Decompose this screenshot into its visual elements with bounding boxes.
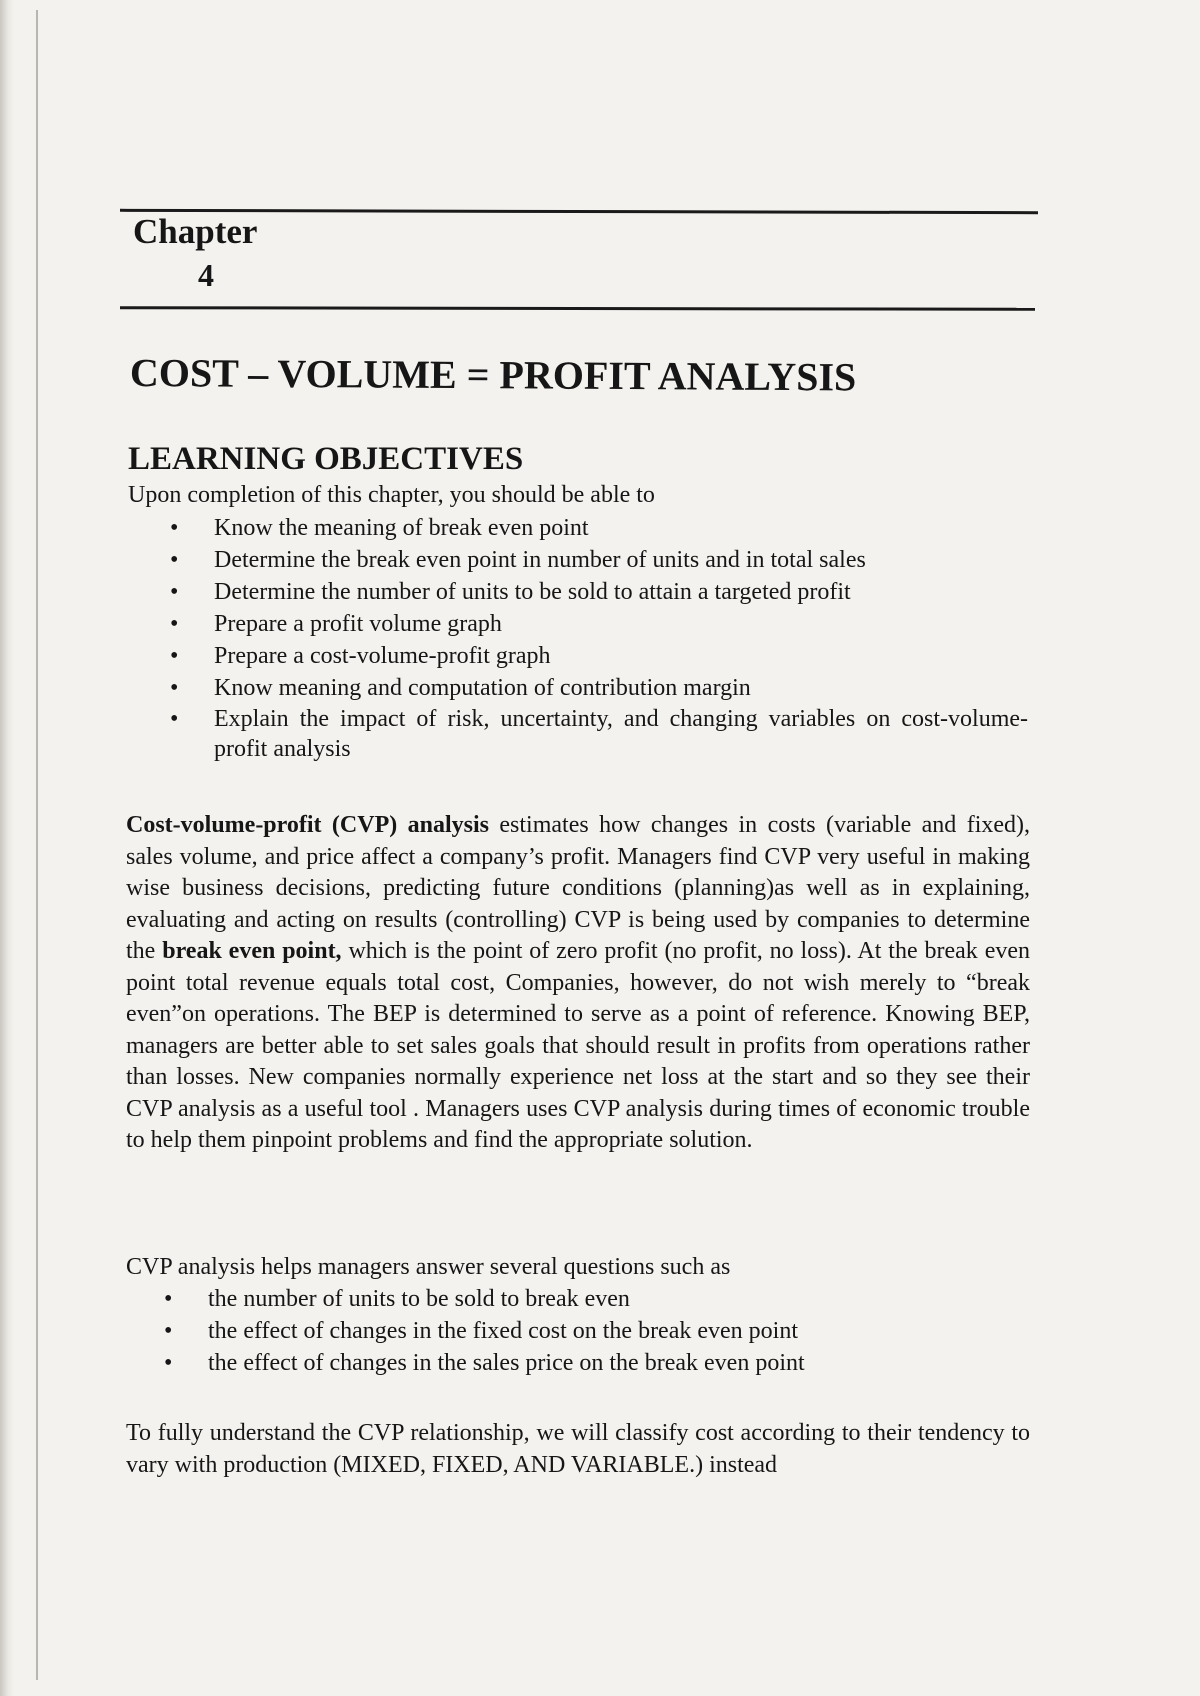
bullet-icon: • xyxy=(170,675,179,701)
list-item xyxy=(168,512,1028,544)
bullet-icon: • xyxy=(170,611,179,637)
list-item xyxy=(162,1347,1022,1379)
chapter-top-rule xyxy=(120,209,1038,214)
list-item xyxy=(168,544,1028,576)
bullet-icon: • xyxy=(164,1318,173,1344)
list-item-text: Know meaning and computation of contribution margin xyxy=(214,675,751,701)
list-item xyxy=(168,704,1028,764)
chapter-number: 4 xyxy=(198,257,214,293)
list-item-text: Determine the break even point in number of units and in total sales xyxy=(214,547,866,573)
cvp-questions-list xyxy=(162,1283,1022,1379)
list-item-text: the effect of changes in the fixed cost on the break even point xyxy=(208,1318,799,1344)
list-item-text: Prepare a profit volume graph xyxy=(214,611,502,637)
list-item-text: the number of units to be sold to break even xyxy=(208,1286,630,1312)
paragraph-text: which is the point of zero profit (no profit, no loss). At the break even point total revenue equals total cost, Companies, however, do not wish merely to “break even”on operations. The BEP is determined to serve as a point of reference. Knowing BEP, managers are better able to set sales goals that should result in profits from operations rather than losses. New companies normally experience net loss at the start and so they see their CVP analysis as a useful tool . Managers uses CVP analysis during times of economic trouble to help them pinpoint problems and find the appropriate solution. xyxy=(126,938,1030,1153)
chapter-label: Chapter xyxy=(133,212,258,251)
bullet-icon: • xyxy=(164,1286,173,1312)
list-item xyxy=(168,640,1028,672)
list-item xyxy=(168,576,1028,608)
bullet-icon: • xyxy=(170,547,179,573)
bullet-icon: • xyxy=(170,579,179,605)
chapter-title: COST – VOLUME = PROFIT ANALYSIS xyxy=(129,350,857,400)
list-item xyxy=(168,672,1028,704)
list-item-text: Explain the impact of risk, uncertainty, and changing variables on cost-volume-profit analysis xyxy=(214,706,1028,762)
list-item xyxy=(162,1283,1022,1315)
chapter-bottom-rule xyxy=(120,306,1035,311)
list-item xyxy=(162,1315,1022,1347)
learning-objectives-list xyxy=(168,512,1028,764)
cvp-definition-paragraph xyxy=(126,810,1030,1157)
cost-classification-paragraph: To fully understand the CVP relationship, we will classify cost according to their tendency to vary with production (MIXED, FIXED, AND VARIABLE.) instead xyxy=(126,1420,1030,1478)
cvp-questions-intro: CVP analysis helps managers answer several questions such as xyxy=(126,1254,731,1280)
page-spine-shadow xyxy=(0,0,14,1696)
bullet-icon: • xyxy=(170,706,179,732)
bullet-icon: • xyxy=(164,1350,173,1376)
bullet-icon: • xyxy=(170,515,179,541)
cvp-term-bold: Cost-volume-profit (CVP) analysis xyxy=(126,812,489,838)
learning-objectives-heading: LEARNING OBJECTIVES xyxy=(128,441,524,477)
learning-objectives-intro: Upon completion of this chapter, you should be able to xyxy=(128,482,655,508)
list-item-text: Know the meaning of break even point xyxy=(214,515,589,541)
list-item-text: Determine the number of units to be sold to attain a targeted profit xyxy=(214,579,851,605)
list-item xyxy=(168,608,1028,640)
break-even-term-bold: break even point, xyxy=(162,938,342,964)
paragraph-text: estimates how changes in costs (variable and fixed), sales volume, and price affect a company’s profit. Managers find CVP very useful in making wise business decisions, predicting future conditions (planning)as well as in explaining, evaluating and acting on results (controlling) CVP is being used by companies to determine the xyxy=(126,812,1031,964)
list-item-text: the effect of changes in the sales price on the break even point xyxy=(208,1350,805,1376)
bullet-icon: • xyxy=(170,643,179,669)
page-margin-line xyxy=(36,10,38,1680)
list-item-text: Prepare a cost-volume-profit graph xyxy=(214,643,551,669)
